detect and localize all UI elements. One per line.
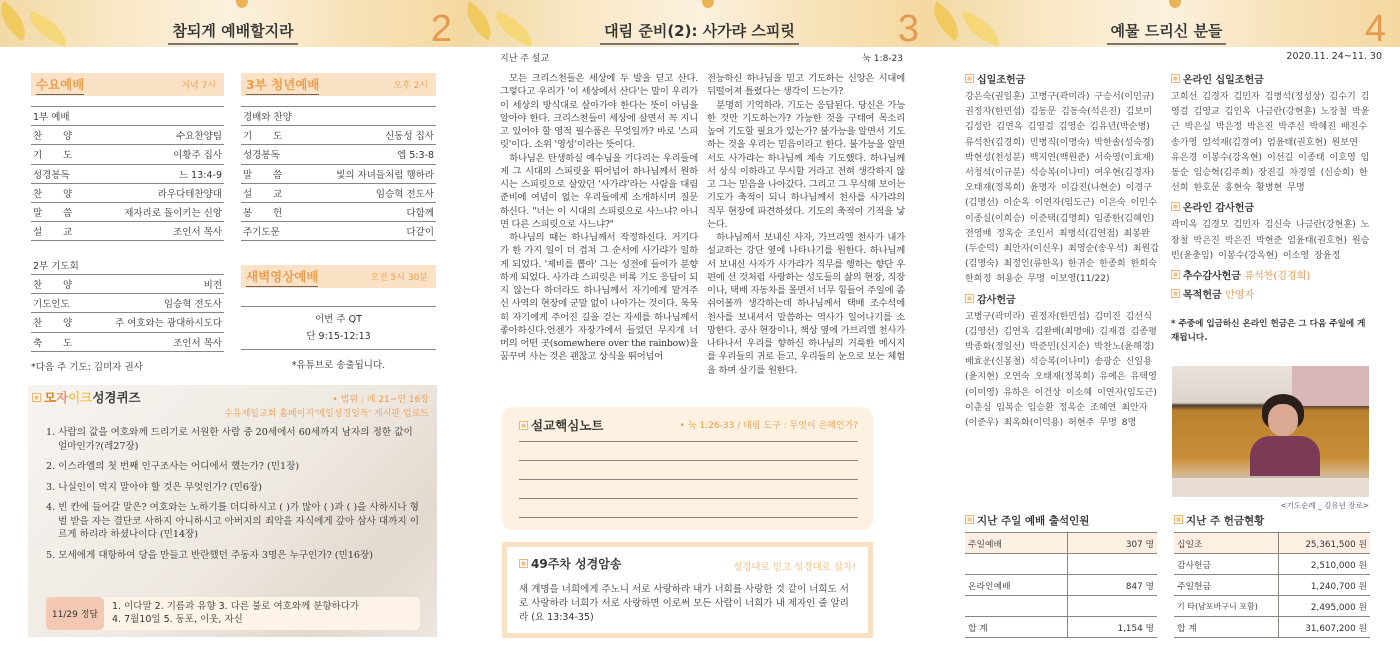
- photo-podium: [1172, 476, 1369, 497]
- square-bullet-icon: [1171, 270, 1180, 279]
- sermon-column-1: 모든 크리스천들은 세상에 두 발을 딛고 산다. 그렇다고 우리가 '이 세상에서 산다'는 말이 우리가 이 세상의 방식대로 살아가야 한다는 뜻이 아님을 알아야 한다. 크리스천들이 세상에 살면서 꼭 지니고 있어야 할 영적 필수품은 무엇일까? 바로 '스피릿'이다. 소위 '영성'이라는 뜻이다. 하나님은 탄생하실 예수님을 기다리는 우리들에게 그 시대의 스피릿을 뛰어넘어 하나님께서 원하시는 스피릿으로 살았던 '사가랴'라는 사람을 대림 준비에 여념이 없는 우리들에게 소개하시며 질문하신다. "너는 이 시대의 스피릿으로 사느냐? 아니면 다른 스피릿으로 사느냐?" 하나님의 때는 하나님께서 작정하신다. 거기다가 한 가지 일이 더 겹쳐 그 순서에 사가랴가 일하게 되었다. '제비를 뽑아' 그는 성전에 들어가 분향하게 되었다. 사가랴 스피릿은 비록 기도 응답이 되지 않는다 하더라도 하나님께서 자기에게 맡겨주신 사역의 현장에 군말 없이 나아가는 것이다. 묵묵히 자기에게 주어진 길을 걷는 자세를 하나님께서 좋아하신다.언젠가 자장가에서 들었던 무지개 너머의 어떤 곳(somewhere over the rainbow)을 꿈꾸며 사는 것은 괜찮고 상식을 뛰어넘어: [500, 73, 698, 363]
- page-banner: [0, 0, 466, 47]
- quiz-upload-note: 수유제일교회 홈페이지'매일성경일독' 게시판 업로드: [224, 409, 429, 419]
- section-header: [241, 73, 436, 96]
- service-time: 오전 5시 30분: [370, 273, 428, 283]
- prayer-meeting-order: [31, 255, 224, 351]
- quiz-questions: [46, 426, 425, 569]
- note-line[interactable]: [519, 479, 858, 480]
- leaf-decoration: [702, 0, 714, 8]
- page-4: [933, 0, 1400, 662]
- service-time: 오후 2시: [393, 81, 428, 91]
- thanks-heading: 감사헌금: [965, 291, 1160, 306]
- page-banner: [466, 0, 933, 47]
- table-row: 기도인도 임승혁 전도사: [31, 294, 224, 313]
- online-thanks-heading: 온라인 감사헌금: [1171, 199, 1371, 214]
- table-row: 기 도 이황주 집사: [31, 145, 224, 164]
- quiz-range: • 범위 : 레 21~민 16장: [332, 395, 429, 405]
- table-row: 찬 양 비전: [31, 275, 224, 294]
- prayer-pilgrimage-photo: [1172, 366, 1369, 497]
- notes-title: 설교핵심노트: [519, 416, 603, 434]
- table-row: 주일헌금 1,240,700 원: [1174, 575, 1370, 596]
- table-row: 2부 기도회: [33, 260, 79, 272]
- square-bullet-icon: [1171, 289, 1180, 298]
- note-line[interactable]: [519, 460, 858, 461]
- table-row: 찬 양 라우다테찬양대: [31, 183, 224, 202]
- tithe-names: 강은숙(권일훈) 고병구(곽미라) 구승서(이민규) 권정자(한민섭) 김동문 김동숙(석은진) 김보미 김성란 김연옥 김영걸 김영순 김유년(박순병) 류석찬(김경희) 민병직(이명숙) 박한솔(성숙경) 박현성(천성분) 백지연(백원준) 서숙영(이효재) 서청석(이규분) 석승복(이나미) 여우현(김경자) 오태재(정복희) 윤명자 이갑진(나현순) 이경구 (김명선) 이순옥 이연자(임도근) 이은숙 이인수 이종실(이희승) 이준택(김명희) 임종한(김혜인) 전영배 정옥순 조인서 최병석(김연점) 최봉완 (두순덕) 최안자(이신우) 최영순(송우석) 최원갑 (김명숙) 최정인(류한옥) 한귀순 한종희 한희숙 한희정 허용순 무명 이보영(11/22): [965, 92, 1160, 285]
- square-bullet-icon: [1171, 74, 1180, 83]
- note-line[interactable]: [519, 441, 858, 442]
- youtube-note: *유튜브로 송출됩니다.: [291, 360, 386, 371]
- page-number: 4: [1364, 8, 1386, 47]
- table-row: 말 씀 제자리로 돌이키는 신앙: [31, 202, 224, 221]
- offering-status-heading: 지난 주 헌금현황: [1174, 513, 1370, 528]
- table-row: 온라인예배 847 명: [965, 575, 1157, 596]
- table-row: 설 교 임승혁 전도사: [241, 183, 436, 202]
- tithe-heading: 십일조헌금: [965, 71, 1160, 86]
- harvest-heading: 추수감사헌금 류석찬(김경희): [1171, 267, 1371, 282]
- table-row: 설 교 조인서 목사: [31, 222, 224, 241]
- table-row: 십일조 25,361,500 원: [1174, 533, 1370, 554]
- photo-caption: <기도순례 _ 김유년 장로>: [1280, 501, 1369, 510]
- leaf-decoration: [1169, 0, 1181, 8]
- quiz-title: 모자이크성경퀴즈: [32, 388, 141, 406]
- section-header: [241, 265, 436, 288]
- sermon-scripture: 눅 1:8-23: [862, 54, 903, 64]
- order-of-service: [31, 106, 224, 241]
- table-row: 기 타(남포바구니 포함) 2,495,000 원: [1174, 596, 1370, 617]
- table-row: 합 계 31,607,200 원: [1174, 617, 1370, 638]
- youth-service: [241, 73, 436, 241]
- table-row: 1부 예배: [31, 107, 224, 126]
- section-title: 수요예배: [36, 75, 84, 95]
- table-row: 성경봉독 엡 5:3-8: [241, 145, 436, 164]
- table-row: 합 계 1,154 명: [965, 617, 1157, 638]
- quiz-answers: [46, 597, 420, 630]
- attendance-heading: 지난 주일 예배 출석인원: [965, 513, 1157, 528]
- table-row: 찬 양 주 여호와는 광대하시도다: [31, 313, 224, 332]
- table-row: [965, 596, 1157, 617]
- offering-status-table: [1174, 532, 1370, 638]
- leaf-decoration: [236, 0, 248, 8]
- photo-speaker: [1250, 394, 1320, 489]
- notes-reference: • 눅 1:26-33 / 대림 도구 : 무엇이 은혜인가?: [679, 421, 858, 431]
- page-title: 참되게 예배할지라: [0, 20, 466, 41]
- dawn-video-service: [241, 265, 436, 371]
- sermon-body: [500, 72, 905, 377]
- offering-status-section: [1174, 513, 1370, 638]
- section-title: 3부 청년예배: [246, 75, 319, 95]
- page-2: [0, 0, 466, 662]
- date-range: 2020.11. 24~11. 30: [1286, 51, 1382, 62]
- sermon-label: 지난 주 설교: [500, 54, 550, 64]
- online-offering-notice: * 주중에 입금하신 온라인 헌금은 그 다음 주일에 게재됩니다.: [1171, 319, 1366, 344]
- square-bullet-icon: [32, 393, 41, 402]
- square-bullet-icon: [965, 294, 974, 303]
- page-title: 대림 준비(2): 사가랴 스피릿: [466, 20, 933, 41]
- note-line[interactable]: [519, 517, 858, 518]
- table-row: [965, 554, 1157, 575]
- answer-label: 11/29 정답: [46, 597, 104, 630]
- mosaic-bible-quiz: [28, 385, 437, 637]
- attendance-section: [965, 513, 1157, 638]
- page-number: 2: [430, 8, 452, 47]
- page-3: [466, 0, 933, 662]
- wednesday-service: [31, 73, 224, 373]
- next-week-prayer-note: *다음 주 기도: 김미자 권사: [31, 361, 143, 373]
- table-row: 기 도 신동성 집사: [241, 126, 436, 145]
- table-row: 성경봉독 느 13:4-9: [31, 164, 224, 183]
- table-row: 찬 양 수요찬양팀: [31, 126, 224, 145]
- sermon-notes-box: [502, 407, 873, 530]
- square-bullet-icon: [1174, 515, 1183, 524]
- quiz-question: 4. 빈 칸에 들어갈 말은? 여호와는 노하기를 더디하시고 ( )가 많아 ( )과 ( )을 사하시나 형벌 받을 자는 결단코 사하지 아니하시고 아버지의 죄악을 자식에게 갚아 삼사 대까지 이르게 하리라 하셨나이다 (민14장): [46, 502, 419, 540]
- attendance-table: [965, 532, 1157, 638]
- square-bullet-icon: [965, 74, 974, 83]
- page-number: 3: [897, 8, 919, 47]
- table-row: 주기도문 다같이: [241, 222, 436, 241]
- square-bullet-icon: [519, 421, 528, 430]
- quiz-question: 5. 모세에게 대항하여 당을 만들고 반란했던 주동자 3명은 누구인가? (민16장): [46, 549, 374, 561]
- answer-text: 1. 이다말 2. 기름과 유향 3. 다른 불로 여호와께 분향하다가 4. 7월10일 5. 동포, 이웃, 자신: [112, 601, 360, 625]
- quiz-question: 2. 이스라엘의 첫 번째 인구조사는 어디에서 했는가? (민1장): [46, 461, 300, 472]
- online-thanks-names: 곽미옥 김경모 김민자 김신숙 나금란(강현훈) 노장철 박은진 박은진 박현준 엄윤태(권호현) 원승빈(윤충임) 이봉수(강옥현) 이소영 장윤정: [1171, 220, 1370, 261]
- memory-verse: 새 계명을 너희에게 주노니 서로 사랑하라 내가 너희를 사랑한 것 같이 너희도 서로 사랑하라 너희가 서로 사랑하면 이로써 모든 사람이 너희가 내 제자인 줄 알리라 (요 13:34-35): [519, 584, 849, 623]
- purpose-heading: 목적헌금 안영자: [1171, 286, 1371, 301]
- page-title: 예물 드리신 분들: [933, 20, 1400, 41]
- square-bullet-icon: [1171, 202, 1180, 211]
- order-of-service: [241, 106, 436, 241]
- quiz-question: 1. 사람의 값을 여호와께 드리기로 서원한 사람 중 20세에서 60세까지 남자의 정한 값이 얼마인가?(레27장): [46, 427, 413, 452]
- sermon-column-2: 전능하신 하나님을 믿고 기도하는 신앙은 시대에 뒤떨어져 틀렸다는 생각이 드는가? 분명히 기억하라. 기도는 응답된다. 당신은 가능한 것만 기도하는가? 가능한 것을 구태여 목소리 높여 기도할 필요가 있는가? 불가능을 알면서 기도하는 것을 우리는 믿음이라고 한다. 불가능을 알면서도 사가랴는 하나님께 계속 기도했다. 하나님께서 상식 이하라고 무시할 거라고 전혀 생각하지 않고 그는 믿음을 나아갔다. 그리고 그 무식해 보이는 기도가 축적이 되니 하나님께서 천사를 사가랴의 직무 현장에 파견하셨다. 기도의 축적이 기적을 낳는다. 하나님께서 보내신 사자, 가브리엘 천사가 내가 설교하는 강단 옆에 나타나기를 원한다. 하나님께서 보내신 사자가 사가랴가 직무를 행하는 향단 우편에 선 것처럼 사랑하는 성도들의 삶의 현장, 직장이나, 택배 자동차를 몰면서 너무 힘들어 주일에 좀 쉬어볼까 생각하는데 하나님께서 택배 조수석에 천사를 보내셔서 말씀하는 역사가 일어나기를 소망한다. 공사 현장이나, 책상 옆에 가브리엘 천사가 나타나서 우리를 향하신 하나님의 거룩한 메시지를 우리들의 귀로 듣고, 우리들의 눈으로 보는 체험을 하며 살기를 원한다.: [707, 73, 905, 376]
- table-row: 말 씀 빛의 자녀들처럼 행하라: [241, 164, 436, 183]
- table-row: 감사헌금 2,510,000 원: [1174, 554, 1370, 575]
- offerings-left-column: [965, 68, 1160, 431]
- section-header: [31, 73, 224, 96]
- this-week-qt: 이번 주 QT 단 9:15-12:13: [241, 306, 436, 350]
- square-bullet-icon: [965, 515, 974, 524]
- online-tithe-names: 고희선 김경자 김민자 김병석(정성상) 김수기 김영걸 김영교 김인옥 나금란(강현훈) 노장철 박윤근 박은실 박은정 박은진 박주신 박혜진 배진수 송가영 엄석재(김경여) 엄윤태(권호현) 원보연 유은경 이봉수(강옥현) 이선길 이종태 이호영 임동순 임승혁(김주희) 장진길 차경열 (신승희) 한선희 한호문 홍현숙 황병현 무명: [1171, 92, 1370, 194]
- table-row: 주일예배 307 명: [965, 533, 1157, 554]
- section-title: 새벽영상예배: [246, 267, 318, 287]
- offerings-right-column: [1171, 68, 1371, 345]
- memory-slogan: 성경대로 믿고 성경대로 살자!: [733, 562, 856, 573]
- thanks-names: 고병구(곽미라) 권정자(한민섭) 김미진 김선식 (김영선) 김연옥 김완배(최명애) 김재겸 김종평 박종화(정일선) 박준민(신지순) 박찬노(윤해경) 배효운(신봉철) 석승복(이나미) 송광순 신일용 (윤지현) 오연숙 오태재(정복희) 유예은 유택영 (이미영) 유하은 이건상 이소혜 이연자(임도근) 이춘심 임복순 임승환 정옥순 조혜연 최안자 (이준우) 최옥화(이덕용) 허현주 무명 8명: [965, 311, 1157, 429]
- memory-title: 49주차 성경암송: [519, 555, 621, 572]
- quiz-question: 3. 나실인이 먹지 말아야 할 것은 무엇인가? (민6장): [46, 481, 263, 493]
- service-time: 저녁 7시: [181, 81, 216, 91]
- table-row: 봉 헌 다함께: [241, 202, 436, 221]
- note-line[interactable]: [519, 498, 858, 499]
- table-row: 축 도 조인서 목사: [31, 332, 224, 351]
- scripture-memory-box: [502, 542, 873, 638]
- online-tithe-heading: 온라인 십일조헌금: [1171, 71, 1371, 86]
- square-bullet-icon: [519, 559, 528, 568]
- table-row: 경배와 찬양: [241, 107, 436, 126]
- page-banner: [933, 0, 1400, 47]
